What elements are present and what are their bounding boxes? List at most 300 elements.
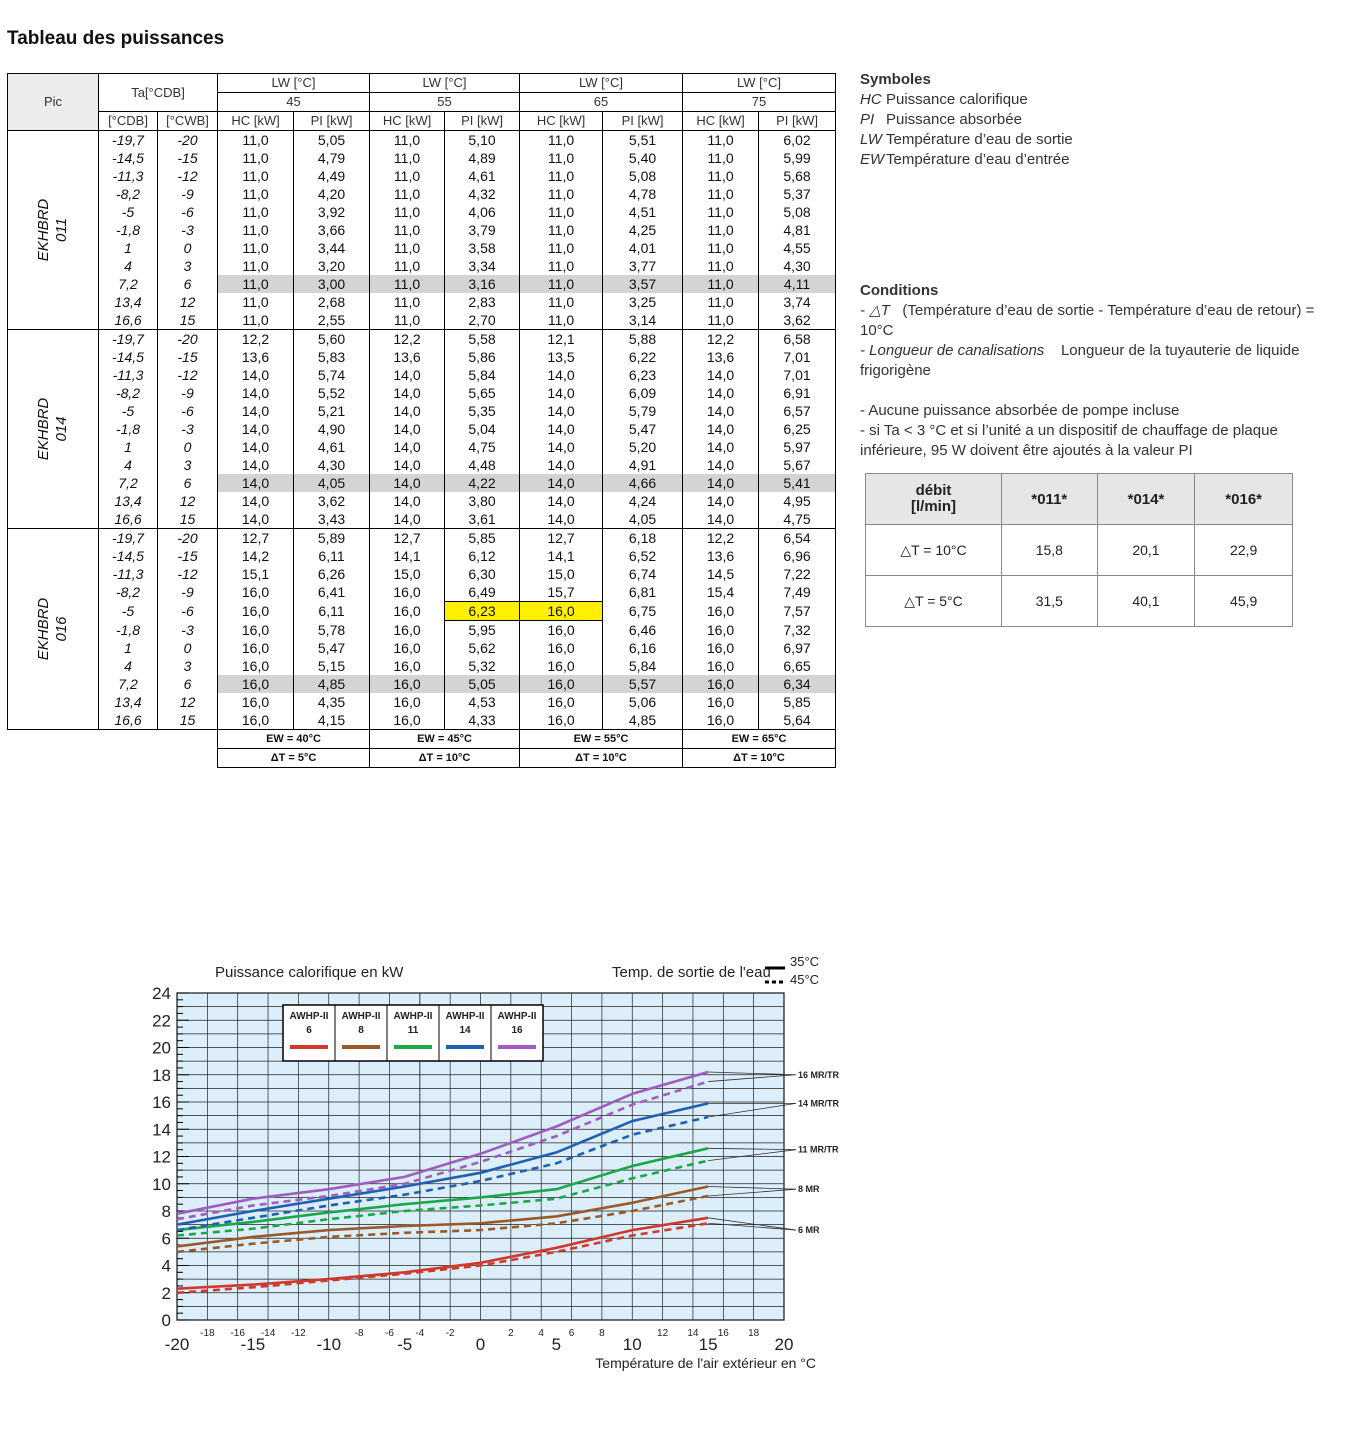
symbol-abbr: PI [860, 111, 875, 128]
hc-cell: 14,0 [370, 492, 445, 510]
pi-cell: 7,49 [759, 583, 836, 602]
hc-cell: 16,0 [370, 602, 445, 621]
x-minor-tick-label: 6 [568, 1328, 575, 1339]
flow-header: *016* [1195, 474, 1293, 525]
pi-cell: 5,47 [294, 639, 370, 657]
lw-value: 75 [683, 93, 836, 112]
hc-subheader: HC [kW] [683, 112, 759, 131]
model-legend-size: 14 [459, 1025, 471, 1036]
hc-cell: 11,0 [218, 221, 294, 239]
flow-header [866, 474, 1002, 525]
series-end-label: 8 MR [798, 1184, 820, 1195]
pi-cell: 5,40 [603, 149, 683, 167]
hc-cell: 14,0 [370, 384, 445, 402]
pi-cell: 4,75 [759, 510, 836, 529]
pi-cell: 5,08 [759, 203, 836, 221]
hc-cell: 14,0 [683, 492, 759, 510]
pi-cell: 3,62 [294, 492, 370, 510]
ta-cell: 16,6 [99, 711, 158, 730]
condition-pipe-text: Longueur de la tuyauterie de liquide frigorigène [860, 342, 1300, 379]
pi-cell: 2,55 [294, 311, 370, 330]
pi-cell: 6,41 [294, 583, 370, 602]
pi-cell: 7,57 [759, 602, 836, 621]
ta-cell: -5 [99, 203, 158, 221]
table-row [8, 711, 836, 730]
table-row [8, 131, 836, 150]
ew-value: EW = 65°C [683, 730, 836, 749]
table-row [8, 275, 836, 293]
pi-cell: 3,43 [294, 510, 370, 529]
flow-header: *011* [1002, 474, 1098, 525]
pi-cell: 4,49 [294, 167, 370, 185]
ta-cell: -1,8 [99, 621, 158, 640]
x-tick-label: 15 [698, 1335, 718, 1354]
hc-cell: 11,0 [218, 149, 294, 167]
x-tick-label: -15 [240, 1335, 266, 1354]
pi-cell: 4,15 [294, 711, 370, 730]
x-minor-tick-label: -16 [230, 1328, 245, 1339]
table-row [8, 149, 836, 167]
pi-cell: 2,70 [445, 311, 520, 330]
pi-subheader: PI [kW] [445, 112, 520, 131]
hc-cell: 16,0 [370, 583, 445, 602]
hc-cell: 14,0 [520, 510, 603, 529]
hc-cell: 13,6 [370, 348, 445, 366]
hc-cell: 14,0 [218, 384, 294, 402]
flow-header: *014* [1097, 474, 1195, 525]
pi-cell: 4,05 [294, 474, 370, 492]
condition-dt [860, 301, 1345, 341]
hc-cell: 15,0 [370, 565, 445, 583]
ta-cell: -1,8 [99, 221, 158, 239]
hc-cell: 11,0 [683, 185, 759, 203]
hc-cell: 14,0 [683, 456, 759, 474]
hc-cell: 16,0 [218, 675, 294, 693]
flow-rate-table [865, 473, 1293, 627]
hc-cell: 16,0 [683, 639, 759, 657]
pi-cell: 4,55 [759, 239, 836, 257]
pi-cell: 3,57 [603, 275, 683, 293]
pi-cell: 5,84 [445, 366, 520, 384]
footer-spacer [8, 730, 218, 749]
pi-cell: 3,20 [294, 257, 370, 275]
hc-cell: 16,0 [370, 639, 445, 657]
ta-cell: -6 [158, 402, 218, 420]
pi-cell: 6,81 [603, 583, 683, 602]
hc-cell: 14,0 [520, 402, 603, 420]
hc-cell: 14,0 [683, 366, 759, 384]
symbol-text: Température d’eau d’entrée [886, 151, 1070, 168]
hc-cell: 15,0 [520, 565, 603, 583]
hc-cell: 15,4 [683, 583, 759, 602]
hc-cell: 14,0 [683, 402, 759, 420]
x-tick-label: -10 [316, 1335, 342, 1354]
hc-cell: 16,0 [218, 693, 294, 711]
flow-cell: △T = 10°C [866, 525, 1002, 576]
pi-cell: 5,85 [759, 693, 836, 711]
hc-cell: 16,0 [370, 711, 445, 730]
pi-cell: 5,10 [445, 131, 520, 150]
hc-cell: 12,7 [520, 529, 603, 548]
hc-cell: 12,2 [218, 330, 294, 349]
model-legend-name: AWHP-II [341, 1011, 381, 1022]
symbol-abbr: LW [860, 131, 882, 148]
dt-value: ΔT = 10°C [370, 749, 520, 768]
ta-cell: -15 [158, 149, 218, 167]
pi-cell: 4,32 [445, 185, 520, 203]
pi-cell: 6,11 [294, 602, 370, 621]
lw-header: LW [°C] [683, 74, 836, 93]
hc-cell: 16,0 [520, 639, 603, 657]
ta-cell: -1,8 [99, 420, 158, 438]
x-tick-label: 10 [622, 1335, 642, 1354]
pi-cell: 5,95 [445, 621, 520, 640]
model-cell [8, 131, 99, 330]
pi-cell: 4,81 [759, 221, 836, 239]
hc-cell: 11,0 [370, 311, 445, 330]
ta-cell: -6 [158, 203, 218, 221]
hc-cell: 11,0 [520, 257, 603, 275]
ta-cell: -11,3 [99, 167, 158, 185]
model-label: EKHBRD 016 [35, 597, 70, 661]
pi-cell: 6,75 [603, 602, 683, 621]
pi-cell: 7,01 [759, 348, 836, 366]
pi-cell: 3,58 [445, 239, 520, 257]
hc-cell: 16,0 [520, 711, 603, 730]
ta-cell: -12 [158, 565, 218, 583]
pi-cell: 4,89 [445, 149, 520, 167]
hc-cell: 11,0 [520, 275, 603, 293]
pi-cell: 4,20 [294, 185, 370, 203]
ta-cell: 12 [158, 293, 218, 311]
ta-cell: 6 [158, 474, 218, 492]
pi-cell: 5,64 [759, 711, 836, 730]
ta-cell: -11,3 [99, 565, 158, 583]
pi-cell: 4,90 [294, 420, 370, 438]
pi-cell: 5,37 [759, 185, 836, 203]
pi-cell: 5,21 [294, 402, 370, 420]
hc-cell: 16,0 [683, 693, 759, 711]
table-row [8, 639, 836, 657]
flow-cell: 15,8 [1002, 525, 1098, 576]
performance-table [7, 73, 836, 768]
hc-cell: 11,0 [683, 167, 759, 185]
table-row [8, 348, 836, 366]
hc-cell: 14,0 [218, 420, 294, 438]
pi-cell: 6,11 [294, 547, 370, 565]
pi-cell: 6,12 [445, 547, 520, 565]
pi-cell: 6,46 [603, 621, 683, 640]
pi-cell: 5,60 [294, 330, 370, 349]
pi-cell: 4,22 [445, 474, 520, 492]
hc-cell: 14,2 [218, 547, 294, 565]
model-legend-size: 6 [306, 1025, 312, 1036]
flow-cell: 40,1 [1097, 576, 1195, 627]
hc-cell: 16,0 [218, 639, 294, 657]
pi-cell: 3,66 [294, 221, 370, 239]
ta-cell: 15 [158, 510, 218, 529]
lw-header: LW [°C] [218, 74, 370, 93]
hc-cell: 14,0 [520, 420, 603, 438]
ta-cell: -8,2 [99, 583, 158, 602]
hc-cell: 11,0 [370, 149, 445, 167]
hc-cell: 14,0 [218, 474, 294, 492]
lw-value: 55 [370, 93, 520, 112]
hc-cell: 11,0 [370, 257, 445, 275]
ta-cell: 7,2 [99, 275, 158, 293]
pi-cell: 6,74 [603, 565, 683, 583]
ta-cell: -20 [158, 529, 218, 548]
hc-cell: 11,0 [683, 203, 759, 221]
hc-cell: 11,0 [370, 221, 445, 239]
symbol-item [860, 110, 1073, 130]
condition-dt-text: (Température d’eau de sortie - Température d’eau de retour) = 10°C [860, 302, 1315, 339]
symbol-abbr: EW [860, 151, 885, 168]
ta-cell: -19,7 [99, 330, 158, 349]
table-row [8, 366, 836, 384]
table-row [8, 293, 836, 311]
legend-label-45: 45°C [790, 972, 820, 987]
ew-value: EW = 55°C [520, 730, 683, 749]
hc-cell: 16,0 [683, 602, 759, 621]
table-row [8, 167, 836, 185]
dt-value: ΔT = 5°C [218, 749, 370, 768]
x-minor-tick-label: 18 [748, 1328, 760, 1339]
pic-header: Pic [8, 74, 99, 131]
y-tick-label: 2 [161, 1283, 171, 1303]
hc-cell: 14,0 [683, 384, 759, 402]
pi-cell: 5,06 [603, 693, 683, 711]
pi-cell: 4,25 [603, 221, 683, 239]
hc-cell: 14,0 [218, 366, 294, 384]
x-tick-label: -20 [164, 1335, 190, 1354]
ta-cell: -8,2 [99, 185, 158, 203]
ta-cell: 3 [158, 657, 218, 675]
hc-cell: 14,0 [370, 438, 445, 456]
ta-cell: 7,2 [99, 474, 158, 492]
hc-cell: 14,0 [683, 474, 759, 492]
x-minor-tick-label: 2 [508, 1328, 514, 1339]
pi-cell: 7,22 [759, 565, 836, 583]
flow-cell: △T = 5°C [866, 576, 1002, 627]
hc-cell: 11,0 [218, 275, 294, 293]
hc-cell: 16,0 [370, 675, 445, 693]
series-end-label: 11 MR/TR [798, 1144, 839, 1155]
pi-cell: 4,05 [603, 510, 683, 529]
pi-cell: 6,57 [759, 402, 836, 420]
table-row [8, 565, 836, 583]
hc-cell: 14,0 [520, 474, 603, 492]
pi-cell: 7,32 [759, 621, 836, 640]
chart-title: Puissance calorifique en kW [215, 964, 404, 981]
symbol-item [860, 90, 1073, 110]
ta-cell: -3 [158, 621, 218, 640]
x-minor-tick-label: -6 [384, 1328, 394, 1339]
x-tick-label: 20 [774, 1335, 794, 1354]
pi-cell: 6,49 [445, 583, 520, 602]
ew-value: EW = 40°C [218, 730, 370, 749]
pi-cell: 3,74 [759, 293, 836, 311]
pi-cell: 6,26 [294, 565, 370, 583]
symbol-text: Température d’eau de sortie [886, 131, 1073, 148]
pi-cell: 5,84 [603, 657, 683, 675]
pi-cell: 4,06 [445, 203, 520, 221]
hc-cell: 16,0 [520, 693, 603, 711]
symbol-text: Puissance absorbée [886, 111, 1022, 128]
x-minor-tick-label: -12 [291, 1328, 306, 1339]
hc-cell: 16,0 [520, 621, 603, 640]
hc-cell: 14,0 [520, 456, 603, 474]
y-tick-label: 12 [152, 1147, 171, 1167]
ta-cell: -8,2 [99, 384, 158, 402]
ta-cell: -3 [158, 221, 218, 239]
pi-cell: 4,35 [294, 693, 370, 711]
pi-cell: 3,44 [294, 239, 370, 257]
pi-cell: 5,65 [445, 384, 520, 402]
ta-cell: -15 [158, 348, 218, 366]
model-legend-name: AWHP-II [289, 1011, 329, 1022]
x-minor-tick-label: 14 [687, 1328, 699, 1339]
ta-cell: 1 [99, 639, 158, 657]
ta-cell: -5 [99, 602, 158, 621]
model-legend-size: 11 [407, 1025, 419, 1036]
hc-cell: 12,7 [370, 529, 445, 548]
model-cell [8, 529, 99, 730]
y-tick-label: 16 [152, 1093, 171, 1112]
conditions-title: Conditions [860, 282, 939, 299]
hc-cell: 11,0 [520, 239, 603, 257]
y-tick-label: 24 [152, 984, 171, 1003]
table-row [8, 474, 836, 492]
hc-cell: 14,0 [218, 402, 294, 420]
hc-cell: 11,0 [218, 167, 294, 185]
pi-cell: 5,05 [445, 675, 520, 693]
hc-cell: 16,0 [520, 657, 603, 675]
x-axis-label: Température de l'air extérieur en °C [595, 1355, 816, 1371]
pi-cell: 2,68 [294, 293, 370, 311]
flow-cell: 45,9 [1195, 576, 1293, 627]
pi-cell: 4,48 [445, 456, 520, 474]
page-title: Tableau des puissances [7, 28, 225, 49]
pi-cell: 5,47 [603, 420, 683, 438]
hc-cell: 11,0 [370, 293, 445, 311]
flow-cell: 22,9 [1195, 525, 1293, 576]
ta-cell: 3 [158, 456, 218, 474]
ta-cell: -19,7 [99, 529, 158, 548]
ta-cell: -9 [158, 384, 218, 402]
pi-cell: 4,61 [445, 167, 520, 185]
legend-label-35: 35°C [790, 954, 820, 969]
pi-cell: 4,01 [603, 239, 683, 257]
pi-cell: 4,75 [445, 438, 520, 456]
y-tick-label: 20 [152, 1038, 171, 1058]
pi-cell: 4,78 [603, 185, 683, 203]
pi-cell: 6,30 [445, 565, 520, 583]
y-tick-label: 6 [161, 1229, 171, 1249]
pi-cell: 5,51 [603, 131, 683, 150]
symbol-text: Puissance calorifique [886, 91, 1028, 108]
x-minor-tick-label: -8 [354, 1328, 364, 1339]
hc-cell: 13,5 [520, 348, 603, 366]
ta-cell: 7,2 [99, 675, 158, 693]
ta-header: Ta[°CDB] [99, 74, 218, 112]
pi-cell: 3,92 [294, 203, 370, 221]
pi-cell: 5,58 [445, 330, 520, 349]
lw-header: LW [°C] [520, 74, 683, 93]
hc-cell: 14,0 [218, 492, 294, 510]
hc-cell: 12,2 [370, 330, 445, 349]
ta-cell: 15 [158, 711, 218, 730]
table-row [8, 456, 836, 474]
x-minor-tick-label: 4 [538, 1328, 544, 1339]
ta-cell: 13,4 [99, 293, 158, 311]
hc-cell: 14,0 [520, 384, 603, 402]
ta-cell: -19,7 [99, 131, 158, 150]
y-tick-label: 22 [152, 1011, 171, 1031]
ta-cell: -20 [158, 330, 218, 349]
table-row [8, 583, 836, 602]
pi-cell: 4,51 [603, 203, 683, 221]
hc-cell: 14,0 [520, 492, 603, 510]
hc-cell: 14,0 [683, 510, 759, 529]
hc-cell: 14,0 [218, 456, 294, 474]
hc-cell: 14,1 [520, 547, 603, 565]
hc-cell: 16,0 [218, 583, 294, 602]
pi-cell: 6,91 [759, 384, 836, 402]
hc-cell: 16,0 [683, 621, 759, 640]
table-row [8, 621, 836, 640]
ta-cell: -6 [158, 602, 218, 621]
series-end-label: 16 MR/TR [798, 1069, 840, 1080]
ta-cell: 15 [158, 311, 218, 330]
pi-cell: 5,86 [445, 348, 520, 366]
pi-cell: 6,96 [759, 547, 836, 565]
hc-subheader: HC [kW] [218, 112, 294, 131]
table-row [8, 221, 836, 239]
pi-cell: 5,08 [603, 167, 683, 185]
pi-cell: 5,20 [603, 438, 683, 456]
y-tick-label: 4 [161, 1256, 171, 1276]
hc-cell: 11,0 [683, 221, 759, 239]
dt-value: ΔT = 10°C [520, 749, 683, 768]
hc-cell: 11,0 [683, 239, 759, 257]
hc-cell: 11,0 [370, 185, 445, 203]
hc-cell: 13,6 [218, 348, 294, 366]
model-legend-name: AWHP-II [393, 1011, 433, 1022]
pi-cell: 5,62 [445, 639, 520, 657]
hc-cell: 11,0 [683, 257, 759, 275]
pi-cell: 6,02 [759, 131, 836, 150]
hc-cell: 14,0 [683, 438, 759, 456]
hc-cell: 14,0 [370, 510, 445, 529]
pi-subheader: PI [kW] [294, 112, 370, 131]
condition-pipe [860, 341, 1345, 381]
conditions-section [860, 281, 1345, 461]
ta-cell: 16,6 [99, 510, 158, 529]
hc-cell: 14,1 [370, 547, 445, 565]
hc-cell: 16,0 [520, 675, 603, 693]
ta-cell: -3 [158, 420, 218, 438]
hc-cell: 11,0 [370, 203, 445, 221]
hc-cell: 11,0 [683, 131, 759, 150]
table-row [8, 547, 836, 565]
hc-subheader: HC [kW] [520, 112, 603, 131]
ta-cell: 4 [99, 657, 158, 675]
hc-cell: 16,0 [370, 657, 445, 675]
ta-cell: -11,3 [99, 366, 158, 384]
pi-cell: 5,88 [603, 330, 683, 349]
hc-cell: 11,0 [218, 203, 294, 221]
